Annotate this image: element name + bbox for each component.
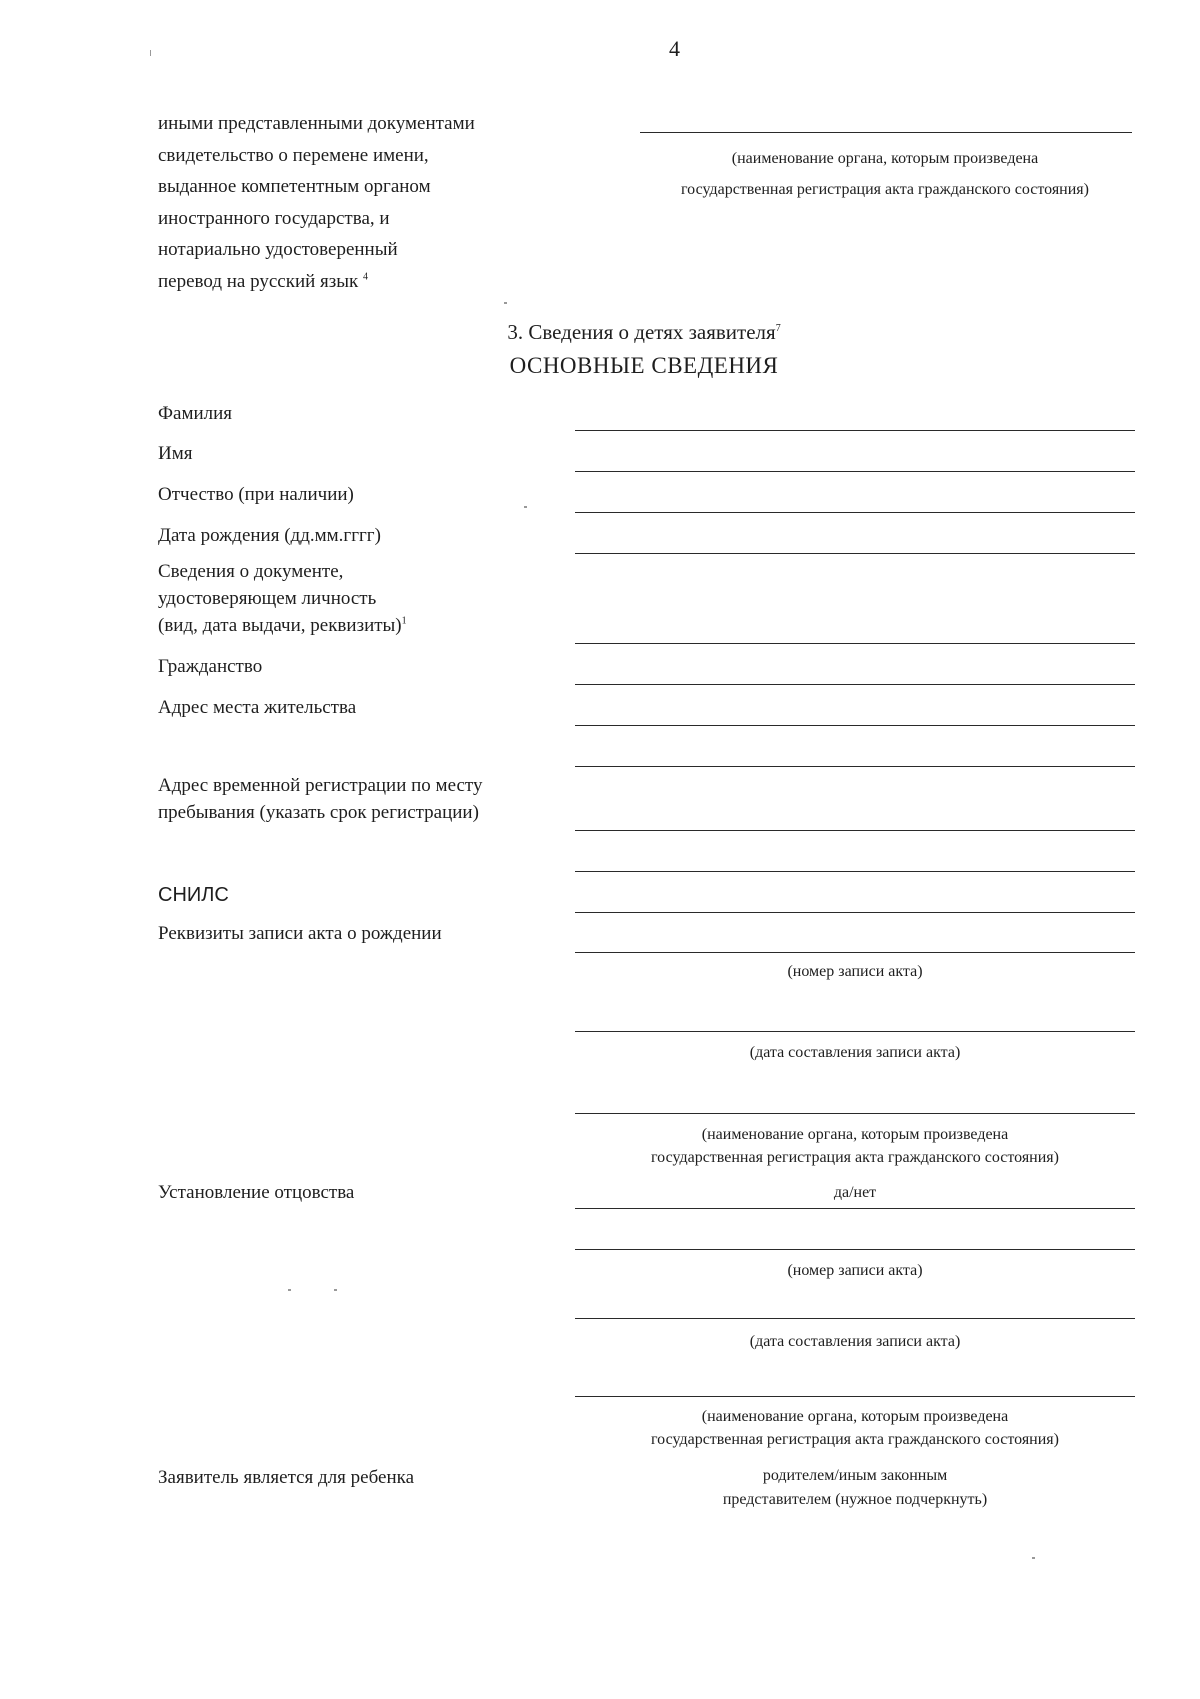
section-subtitle: ОСНОВНЫЕ СВЕДЕНИЯ (509, 353, 779, 378)
scan-speck (1032, 1557, 1035, 1559)
paternity-label: Установление отцовства (158, 1182, 355, 1203)
id-document-label-2: удостоверяющем личность (158, 588, 377, 609)
intro-line-3: выданное компетентным органом (158, 176, 431, 197)
birth-date-field[interactable] (575, 553, 1135, 554)
citizenship-field[interactable] (575, 684, 1135, 685)
name-label: Имя (158, 443, 193, 464)
intro-authority-caption-2: государственная регистрация акта гражданского состояния) (681, 181, 1089, 198)
applicant-relation-option-2[interactable]: представителем (нужное подчеркнуть) (722, 1491, 988, 1508)
page-number: 4 (669, 36, 680, 61)
birth-record-label: Реквизиты записи акта о рождении (158, 923, 442, 944)
citizenship-label: Гражданство (158, 656, 263, 677)
residence-field-1[interactable] (575, 725, 1135, 726)
scan-speck (288, 1289, 291, 1291)
birth-record-date-caption: (дата составления записи акта) (749, 1044, 961, 1061)
paternity-authority-field[interactable] (575, 1396, 1135, 1397)
birth-record-date-field[interactable] (575, 1031, 1135, 1032)
temp-registration-label-1: Адрес временной регистрации по месту (158, 775, 483, 796)
paternity-record-number-caption: (номер записи акта) (787, 1262, 923, 1279)
intro-line-1: иными представленными документами (158, 113, 475, 134)
intro-line-6: перевод на русский язык $^4$ (158, 270, 369, 292)
snils-label: СНИЛС (158, 884, 229, 906)
id-document-field[interactable] (575, 643, 1135, 644)
residence-field-2[interactable] (575, 766, 1135, 767)
paternity-field[interactable] (575, 1208, 1135, 1209)
intro-text (158, 108, 475, 297)
paternity-record-date-field[interactable] (575, 1318, 1135, 1319)
paternity-record-date-caption: (дата составления записи акта) (749, 1333, 961, 1350)
surname-field[interactable] (575, 430, 1135, 431)
birth-record-authority-caption-1: (наименование органа, которым произведена (701, 1126, 1009, 1143)
intro-authority-caption-1: (наименование органа, которым произведена (731, 150, 1039, 167)
section-title: 3. Сведения о детях заявителя$^7$ (507, 320, 781, 344)
footnote-marker: 1 (401, 615, 407, 627)
applicant-relation-option-1[interactable]: родителем/иным законным (762, 1467, 948, 1484)
scan-speck (334, 1289, 337, 1291)
paternity-yes-no[interactable]: да/нет (833, 1184, 877, 1201)
birth-record-number-field[interactable] (575, 952, 1135, 953)
paternity-record-number-field[interactable] (575, 1249, 1135, 1250)
surname-label: Фамилия (158, 403, 233, 424)
paternity-authority-caption-1: (наименование органа, которым произведена (701, 1408, 1009, 1425)
birth-record-authority-caption-2: государственная регистрация акта гражданского состояния) (651, 1149, 1059, 1166)
birth-date-label: Дата рождения (дд.мм.гггг) (158, 525, 381, 546)
birth-record-authority-field[interactable] (575, 1113, 1135, 1114)
temp-registration-field-1[interactable] (575, 830, 1135, 831)
temp-registration-label-2: пребывания (указать срок регистрации) (158, 802, 479, 823)
footnote-marker: 7 (775, 323, 781, 334)
footnote-marker: 4 (363, 271, 369, 283)
snils-field[interactable] (575, 912, 1135, 913)
intro-line-2: свидетельство о перемене имени, (158, 144, 429, 166)
intro-line-4: иностранного государства, и (158, 207, 390, 229)
patronymic-label: Отчество (при наличии) (158, 484, 354, 505)
name-field[interactable] (575, 471, 1135, 472)
applicant-relation-label: Заявитель является для ребенка (158, 1467, 414, 1488)
scan-speck (524, 506, 527, 508)
scan-speck (150, 50, 151, 56)
patronymic-field[interactable] (575, 512, 1135, 513)
scan-speck (504, 302, 507, 304)
id-document-label-3: (вид, дата выдачи, реквизиты)$^1$ (158, 615, 407, 636)
id-document-label-1: Сведения о документе, (158, 561, 344, 582)
paternity-authority-caption-2: государственная регистрация акта гражданского состояния) (651, 1431, 1059, 1448)
birth-record-number-caption: (номер записи акта) (787, 963, 923, 980)
temp-registration-field-2[interactable] (575, 871, 1135, 872)
intro-line-5: нотариально удостоверенный (158, 239, 398, 260)
intro-authority-field[interactable] (640, 132, 1132, 133)
residence-label: Адрес места жительства (158, 697, 357, 718)
